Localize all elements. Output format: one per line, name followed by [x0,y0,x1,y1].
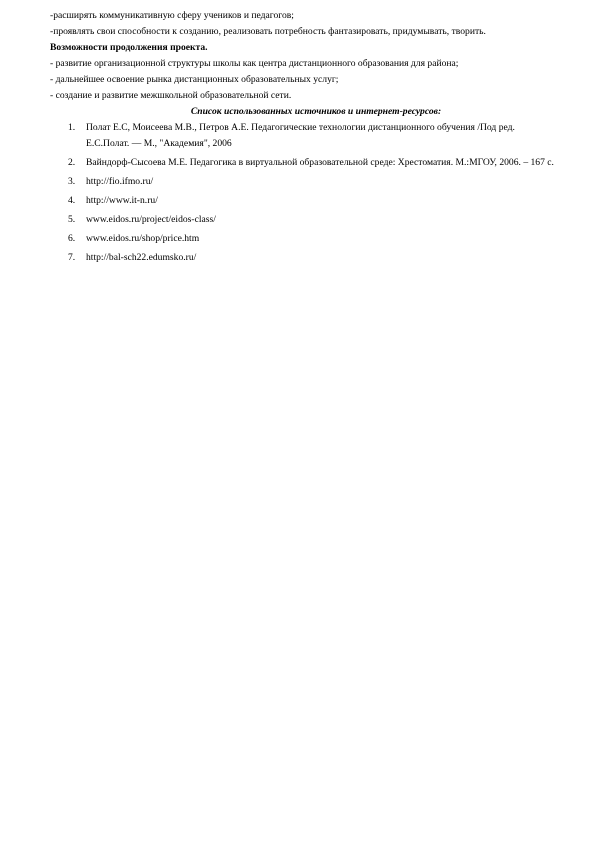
references-title: Список использованных источников и интернет-ресурсов: [190,106,442,117]
continuation-heading: Возможности продолжения проекта. [50,42,208,53]
reference-number: 1. [68,122,76,133]
reference-link[interactable]: www.eidos.ru/shop/price.htm [86,233,200,244]
reference-item [50,120,560,152]
reference-text: Вайндорф-Сысоева М.Е. Педагогика в виртуальной образовательной среде: Хрестоматия. М.:МГОУ, 2006. – 167 с. [86,157,554,168]
continuation-item: - создание и развитие межшкольной образовательной сети. [50,90,292,101]
reference-number: 6. [68,233,76,244]
goal-item: -проявлять свои способности к созданию, реализовать потребность фантазировать, придумывать, творить. [50,26,486,37]
reference-link[interactable]: http://fio.ifmo.ru/ [86,176,154,187]
reference-item [50,174,560,190]
reference-item [50,231,560,247]
reference-number: 3. [68,176,76,187]
goal-item: -расширять коммуникативную сферу учеников и педагогов; [50,10,294,21]
continuation-item: - дальнейшее освоение рынка дистанционных образовательных услуг; [50,74,339,85]
document-page [50,8,560,269]
reference-link[interactable]: http://www.it-n.ru/ [86,195,158,206]
reference-number: 2. [68,157,76,168]
reference-number: 7. [68,252,76,263]
reference-link[interactable]: http://bal-sch22.edumsko.ru/ [86,252,197,263]
references-list [50,120,560,266]
reference-item [50,193,560,209]
reference-number: 5. [68,214,76,225]
reference-number: 4. [68,195,76,206]
reference-text: Полат Е.С, Моисеева М.В., Петров А.Е. Педагогические технологии дистанционного обучения /Под ред. Е.С.Полат. — М., "Академия", 2006 [86,122,515,149]
reference-link[interactable]: www.eidos.ru/project/eidos-class/ [86,214,216,225]
reference-item [50,155,560,171]
reference-item [50,212,560,228]
continuation-item: - развитие организационной структуры школы как центра дистанционного образования для района; [50,58,459,69]
reference-item [50,250,560,266]
